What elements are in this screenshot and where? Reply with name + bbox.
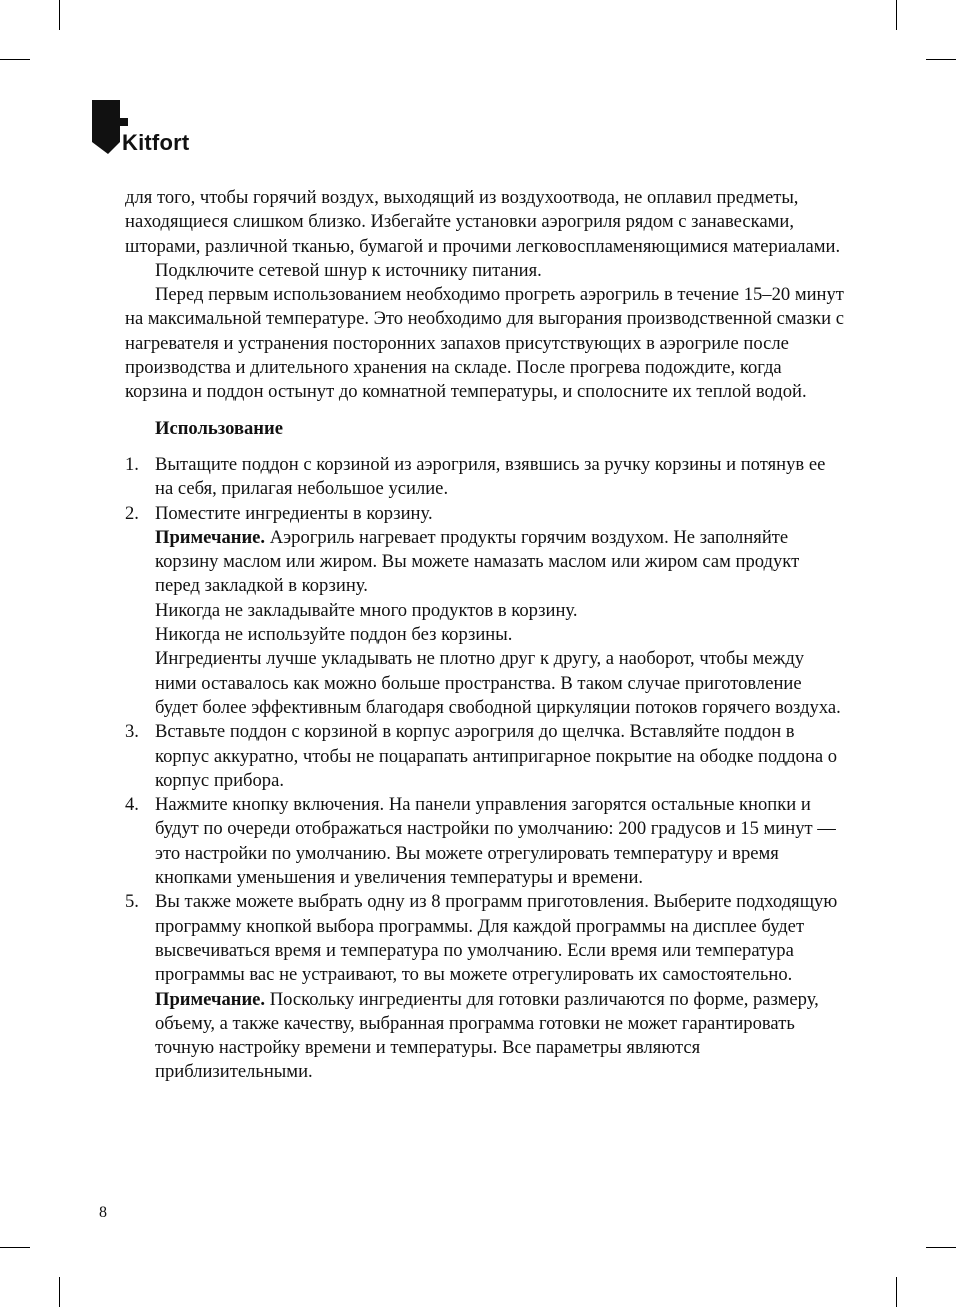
list-number: 1. xyxy=(125,453,139,475)
crop-mark-top-right-h xyxy=(926,59,956,60)
list-number: 2. xyxy=(125,502,139,524)
note-text: Поскольку ингредиенты для готовки различаются по форме, размеру, объему, а также качеству, выбранная программа готовки не может гарантировать точную настройку времени и температуры. Все параметры являются приблизительными. xyxy=(155,988,819,1083)
list-item xyxy=(125,453,845,502)
brand-name: Kitfort xyxy=(122,130,190,155)
list-number: 4. xyxy=(125,794,139,816)
step-line: Ингредиенты лучше укладывать не плотно друг к другу, а наоборот, чтобы между ними оставалось как можно больше пространства. В таком случае приготовление будет более эффективным благодаря свободной циркуляции потоков горячего воздуха. xyxy=(155,648,841,718)
step-text: Вытащите поддон с корзиной из аэрогриля, взявшись за ручку корзины и потянув ее на себя, прилагая небольшое усилие. xyxy=(155,453,826,500)
step-text: Нажмите кнопку включения. На панели управления загорятся остальные кнопки и будут по очереди отображаться настройки по умолчанию: 200 градусов и 15 минут — это настройки по умолчанию. Вы можете отрегулировать температуру и время кнопками уменьшения и увеличения температуры и времени. xyxy=(155,794,836,889)
note-text: Аэрогриль нагревает продукты горячим воздухом. Не заполняйте корзину маслом или жиром. Вы можете намазать маслом или жиром сам продукт перед закладкой в корзину. xyxy=(155,526,800,597)
step-text: Поместите ингредиенты в корзину. xyxy=(155,502,433,524)
step-text: Вы также можете выбрать одну из 8 программ приготовления. Выберите подходящую программу кнопкой выбора программы. Для каждой программы на дисплее будет высвечиваться время и температура по умолчанию. Если время или температура программы вас не устраивают, то вы можете отрегулировать их самостоятельно. xyxy=(155,891,838,986)
step-line: Никогда не закладывайте много продуктов в корзину. xyxy=(155,599,578,621)
step-text: Вставьте поддон с корзиной в корпус аэрогриля до щелчка. Вставляйте поддон в корпус аккуратно, чтобы не поцарапать антипригарное покрытие на ободке поддона о корпус прибора. xyxy=(155,721,838,791)
intro-paragraph-1: для того, чтобы горячий воздух, выходящий из воздухоотвода, не оплавил предметы, находящиеся слишком близко. Избегайте установки аэрогриля рядом с занавесками, шторами, различной тканью, бумагой и прочими легковоспламеняющимися материалами. xyxy=(125,187,841,257)
section-heading: Использование xyxy=(155,417,283,439)
list-item xyxy=(125,793,845,890)
list-number: 5. xyxy=(125,891,139,913)
crop-mark-top-left-v xyxy=(59,0,60,30)
crop-mark-bottom-left-h xyxy=(0,1247,30,1248)
step-note xyxy=(155,988,845,1085)
step-line: Никогда не используйте поддон без корзины. xyxy=(155,624,513,646)
list-item xyxy=(125,502,845,721)
crop-mark-top-right-v xyxy=(896,0,897,30)
document-body xyxy=(125,186,845,1085)
list-item xyxy=(125,720,845,793)
crop-mark-bottom-left-v xyxy=(59,1277,60,1307)
note-label: Примечание. xyxy=(155,526,266,548)
list-number: 3. xyxy=(125,721,139,743)
crop-mark-bottom-right-h xyxy=(926,1247,956,1248)
list-item xyxy=(125,890,845,1084)
crop-mark-top-left-h xyxy=(0,59,30,60)
step-note xyxy=(155,526,845,599)
page-number: 8 xyxy=(99,1204,107,1221)
intro-paragraph-3: Перед первым использованием необходимо прогреть аэрогриль в течение 15–20 минут на максимальной температуре. Это необходимо для выгорания производственной смазки с нагревателя и устранения посторонних запахов присутствующих в аэрогриле после производства и длительного хранения на складе. После прогрева подождите, когда корзина и поддон остынут до комнатной температуры, и сполосните их теплой водой. xyxy=(125,284,844,403)
note-label: Примечание. xyxy=(155,988,266,1010)
crop-mark-bottom-right-v xyxy=(896,1277,897,1307)
intro-paragraph-2: Подключите сетевой шнур к источнику питания. xyxy=(155,259,542,281)
